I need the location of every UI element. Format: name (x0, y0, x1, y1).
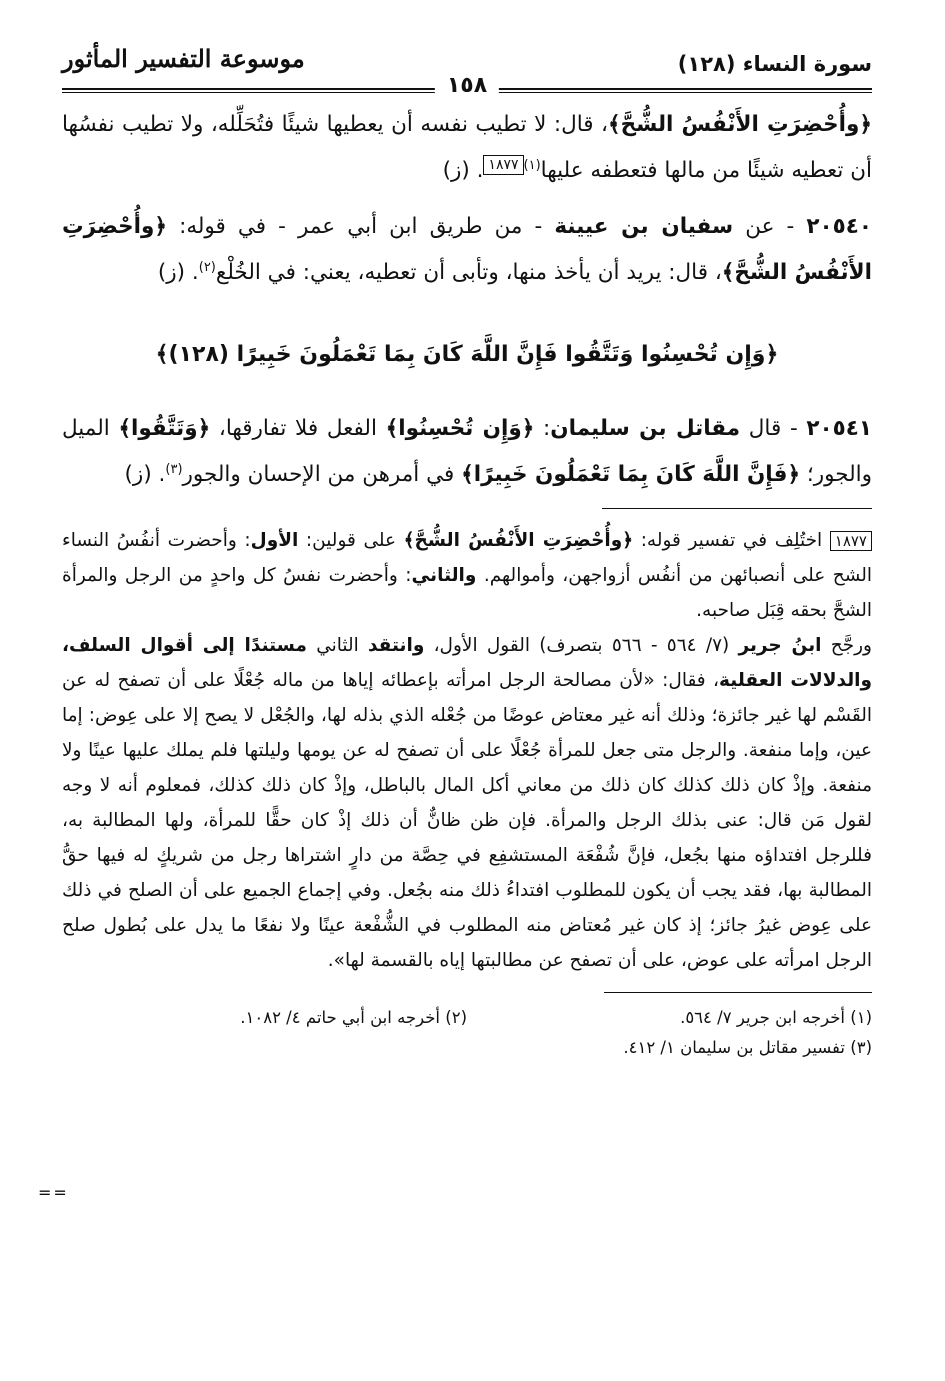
book-title: موسوعة التفسير المأثور (62, 44, 305, 73)
second-opinion-label: والثاني (411, 565, 477, 586)
p3-t3: في أمرهن من الإحسان والجور (182, 462, 462, 487)
first-opinion-text: : وأحضرت أنفُسُ النساء الشح على أنصبائهن من أنفُس أزواجهن، وأموالهم. (62, 530, 872, 586)
footnote-marker: (٣) (165, 461, 183, 477)
footnote-marker: (٢) (198, 259, 216, 275)
note-p2-c: (٧/ ٥٦٤ - ٥٦٦ بتصرف) القول الأول، (424, 635, 739, 656)
quran-quote: ﴿وأُحْضِرَتِ الأَنْفُسُ الشُّحَّ﴾ (403, 530, 634, 551)
footnote-3: (٣) تفسير مقاتل بن سليمان ١/ ٤١٢. (623, 1038, 872, 1057)
p3-pre: - قال (740, 416, 807, 441)
footnotes-separator (604, 992, 872, 993)
quran-verse-heading: ﴿وَإِن تُحْسِنُوا وَتَتَّقُوا فَإِنَّ اللَّهَ كَانَ بِمَا تَعْمَلُونَ خَبِيرًا (١٢٨)﴾ (155, 342, 779, 367)
note-paragraph-1 (62, 523, 872, 628)
page (62, 40, 872, 1063)
p3-t2: الميل والجور؛ (62, 416, 872, 487)
commentary-note (62, 523, 872, 978)
page-header (62, 40, 872, 102)
p2-text: ، قال: يريد أن يأخذ منها، وتأبى أن تعطيه، يعني: في الخُلْع (215, 260, 722, 285)
paragraph-3 (62, 406, 872, 498)
p3-end: . (ز) (124, 462, 166, 487)
narrator-name: سفيان بن عيينة (554, 214, 734, 239)
main-text (62, 102, 872, 498)
paragraph-1 (62, 102, 872, 194)
footnote-marker: (١) (523, 157, 541, 173)
narrator-name: مقاتل بن سليمان (550, 416, 741, 441)
athar-number: ٢٠٥٤١ (806, 416, 873, 441)
p1-text: ، قال: لا تطيب نفسه أن يعطيها شيئًا فتُحَلِّله، ولا تطيب نفسُها أن تعطيه شيئًا من مالها فتعطفه عليها (62, 112, 872, 183)
footnote-2: (٢) أخرجه ابن أبي حاتم ٤/ ١٠٨٢. (240, 1008, 467, 1027)
athar-number: ٢٠٥٤٠ (806, 214, 873, 239)
notes-separator (602, 508, 872, 509)
note-p2-f: مستندًا إلى أقوال السلف، والدلالات العقلية (62, 635, 872, 691)
note-paragraph-2 (62, 628, 872, 978)
continuation-mark: == (38, 1183, 69, 1202)
note-reference-box: ١٨٧٧ (483, 155, 523, 175)
note-l1-pre: اختُلِف في تفسير قوله: (633, 530, 830, 551)
p3-t1: الفعل فلا تفارقها، (210, 416, 386, 441)
note-p2-quote: ، فقال: «لأن مصالحة الرجل امرأته بإعطائه إياها من ماله جُعْلًا على أن تصفح له عن القَسْم لها غير جائزة؛ وذلك أنه غير معتاض عوضًا من جُعْله الذي بذله لها، والجُعْل لا يصح إلا على عِوض: إما عين، وإما منفعة. والرجل متى جعل للمرأة جُعْلًا على أن تصفح له عن يومها وليلتها فلم يملك عليها عينًا ولا منفعة. وإذْ كان ذلك كذلك كان ذلك من معاني أكل المال بالباطل، وإذْ كان ذلك كذلك، فمعلوم أنه لا وجه لقول مَن قال: عنى بذلك الرجل والمرأة. فإن ظن ظانٌّ أن ذلك إذْ كان حقًّا للمرأة، ولها المطالبة به، فللرجل افتداؤه منها بجُعل، فإنَّ شُفْعَة المستشفِع في حِصَّة من دارٍ اشتراها رجل من شريكٍ له فيها حقُّ المطالبة بها، فقد يجب أن يكون للمطلوب افتداءُ ذلك منه بجُعل. وفي إجماع الجميع على أن الصلح في ذلك على عِوض غيرُ جائز؛ إذ كان غير مُعتاض منه المطلوب في الشُّفْعة عينًا ولا نفعًا ما يدل على بُطول صلح الرجل امرأته على عوض، على أن تصفح عن مطالبتها إياه بالقسمة لها». (62, 670, 872, 971)
paragraph-2 (62, 204, 872, 296)
p1-end: . (ز) (442, 158, 484, 183)
second-opinion-text: : وأحضرت نفسُ كل واحدٍ من الرجل والمرأة الشحَّ بحقه قِبَل صاحبه. (62, 565, 872, 621)
quran-quote: ﴿وأُحْضِرَتِ الأَنْفُسُ الشُّحَّ﴾ (62, 214, 872, 285)
p2-end: . (ز) (157, 260, 199, 285)
p2-pre: - عن (733, 214, 807, 239)
scholar-name: ابنُ جرير (738, 635, 822, 656)
note-p2-e: الثاني (306, 635, 368, 656)
note-p2-d: وانتقد (368, 635, 425, 656)
quran-quote: ﴿وأُحْضِرَتِ الأَنْفُسُ الشُّحَّ﴾ (608, 112, 872, 137)
footnotes (62, 1003, 872, 1063)
note-p2-a: ورجَّح (821, 635, 872, 656)
quran-quote: ﴿وَإِن تُحْسِنُوا﴾ (385, 416, 535, 441)
footnote-row (62, 1003, 872, 1033)
surah-label: سورة النساء (١٢٨) (677, 52, 872, 76)
note-number-box: ١٨٧٧ (830, 531, 872, 551)
first-opinion-label: الأول (250, 530, 299, 551)
quran-quote: ﴿وَتَتَّقُوا﴾ (118, 416, 211, 441)
p2-mid: - من طريق ابن أبي عمر - في قوله: (167, 214, 555, 239)
note-l1-mid: على قولين: (298, 530, 404, 551)
p3-colon: : (534, 416, 551, 441)
footnote-1: (١) أخرجه ابن جرير ٧/ ٥٦٤. (680, 1008, 872, 1027)
quran-quote: ﴿فَإِنَّ اللَّهَ كَانَ بِمَا تَعْمَلُونَ خَبِيرًا﴾ (461, 462, 801, 487)
page-number: ١٥٨ (435, 73, 499, 98)
